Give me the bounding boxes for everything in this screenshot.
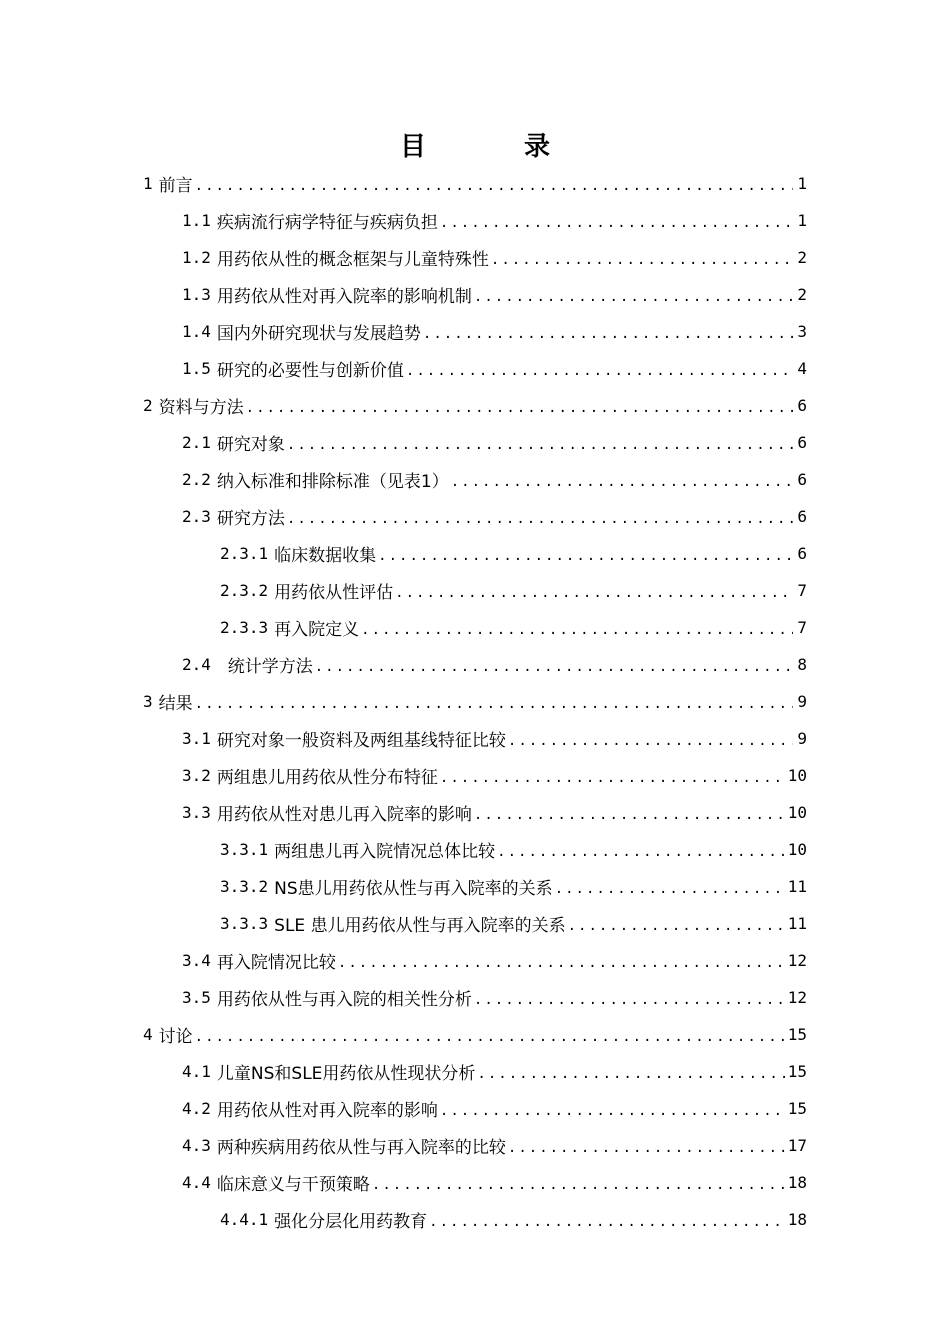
toc-entry-2[interactable] bbox=[0, 387, 950, 424]
toc-page-number: 6 bbox=[797, 433, 807, 452]
toc-entry-3-3-1[interactable] bbox=[0, 831, 950, 868]
toc-entry-4-3[interactable] bbox=[0, 1127, 950, 1164]
toc-entry-number: 4.4 bbox=[182, 1173, 211, 1192]
dot-leader bbox=[315, 655, 793, 675]
toc-entry-text: 两组患儿用药依从性分布特征 bbox=[216, 768, 438, 788]
toc-entry-number: 2.3.1 bbox=[220, 544, 269, 563]
dot-leader bbox=[372, 1173, 786, 1193]
toc-entry-number: 3.3.2 bbox=[220, 877, 269, 896]
toc-entry-1-3[interactable] bbox=[0, 276, 950, 313]
toc-entry-1-1[interactable] bbox=[0, 202, 950, 239]
toc-entry-4[interactable] bbox=[0, 1016, 950, 1053]
toc-page-number: 3 bbox=[797, 322, 807, 341]
toc-entry-2-1[interactable] bbox=[0, 424, 950, 461]
toc-entry-3[interactable] bbox=[0, 683, 950, 720]
toc-entry-number: 3.4 bbox=[182, 951, 211, 970]
toc-entry-text: 研究的必要性与创新价值 bbox=[216, 361, 404, 381]
toc-entry-text: 临床意义与干预策略 bbox=[216, 1175, 370, 1195]
toc-entry-number: 1.4 bbox=[182, 322, 211, 341]
dot-leader bbox=[338, 951, 786, 971]
toc-entry-text: 用药依从性对再入院率的影响机制 bbox=[216, 287, 472, 307]
toc-entry-text: 讨论 bbox=[158, 1027, 193, 1047]
toc-page-number: 1 bbox=[797, 174, 807, 193]
toc-entry-4-2[interactable] bbox=[0, 1090, 950, 1127]
dot-leader bbox=[395, 581, 793, 601]
toc-page-number: 15 bbox=[787, 1062, 807, 1081]
toc-entry-2-3[interactable] bbox=[0, 498, 950, 535]
toc-entry-number: 4.3 bbox=[182, 1136, 211, 1155]
toc-entry-number: 2.3.2 bbox=[220, 581, 269, 600]
toc-entry-text: 用药依从性对再入院率的影响 bbox=[216, 1101, 438, 1121]
toc-entry-2-4[interactable] bbox=[0, 646, 950, 683]
toc-entry-number: 2 bbox=[143, 396, 153, 415]
toc-entry-text: 用药依从性的概念框架与儿童特殊性 bbox=[216, 250, 489, 270]
toc-entry-text: 临床数据收集 bbox=[274, 546, 377, 566]
dot-leader bbox=[287, 433, 793, 453]
toc-page-number: 17 bbox=[787, 1136, 807, 1155]
toc-page-number: 10 bbox=[787, 766, 807, 785]
toc-page-number: 6 bbox=[797, 470, 807, 489]
toc-entry-3-3-2[interactable] bbox=[0, 868, 950, 905]
toc-entry-2-3-1[interactable] bbox=[0, 535, 950, 572]
toc-entry-text: 统计学方法 bbox=[216, 657, 313, 677]
toc-entry-3-1[interactable] bbox=[0, 720, 950, 757]
toc-entry-text: 疾病流行病学特征与疾病负担 bbox=[216, 213, 438, 233]
dot-leader bbox=[477, 1062, 785, 1082]
toc-entry-1-4[interactable] bbox=[0, 313, 950, 350]
toc-entry-text: 再入院定义 bbox=[274, 620, 360, 640]
toc-page-number: 18 bbox=[787, 1173, 807, 1192]
toc-entry-text: 结果 bbox=[158, 694, 193, 714]
toc-entry-number: 4.1 bbox=[182, 1062, 211, 1081]
toc-page-number: 7 bbox=[797, 618, 807, 637]
toc-page-number: 4 bbox=[797, 359, 807, 378]
toc-page-number: 12 bbox=[787, 988, 807, 1007]
toc-entry-3-2[interactable] bbox=[0, 757, 950, 794]
toc-entry-number: 2.3 bbox=[182, 507, 211, 526]
dot-leader bbox=[361, 618, 793, 638]
dot-leader bbox=[378, 544, 793, 564]
toc-entry-number: 4.2 bbox=[182, 1099, 211, 1118]
toc-entry-number: 1.3 bbox=[182, 285, 211, 304]
toc-page-number: 1 bbox=[797, 211, 807, 230]
toc-entry-1[interactable] bbox=[0, 165, 950, 202]
dot-leader bbox=[440, 1099, 786, 1119]
toc-page-number: 2 bbox=[797, 248, 807, 267]
toc-page-number: 10 bbox=[787, 840, 807, 859]
table-of-contents bbox=[0, 165, 950, 1238]
toc-entry-text: 儿童NS和SLE用药依从性现状分析 bbox=[216, 1064, 476, 1084]
dot-leader bbox=[429, 1210, 786, 1230]
toc-entry-text: 纳入标准和排除标准（见表1） bbox=[216, 472, 449, 492]
toc-page-number: 11 bbox=[787, 914, 807, 933]
dot-leader bbox=[508, 1136, 786, 1156]
toc-entry-3-4[interactable] bbox=[0, 942, 950, 979]
toc-entry-text: 资料与方法 bbox=[158, 398, 244, 418]
dot-leader bbox=[440, 766, 786, 786]
toc-entry-text: 两组患儿再入院情况总体比较 bbox=[274, 842, 496, 862]
dot-leader bbox=[423, 322, 793, 342]
toc-entry-number: 3 bbox=[143, 692, 153, 711]
dot-leader bbox=[406, 359, 793, 379]
toc-entry-2-2[interactable] bbox=[0, 461, 950, 498]
toc-entry-1-5[interactable] bbox=[0, 350, 950, 387]
toc-page-number: 12 bbox=[787, 951, 807, 970]
toc-entry-2-3-3[interactable] bbox=[0, 609, 950, 646]
toc-entry-text: 强化分层化用药教育 bbox=[274, 1212, 428, 1232]
dot-leader bbox=[195, 1025, 786, 1045]
dot-leader bbox=[246, 396, 793, 416]
toc-entry-3-5[interactable] bbox=[0, 979, 950, 1016]
toc-entry-text: 用药依从性与再入院的相关性分析 bbox=[216, 990, 472, 1010]
toc-entry-text: NS患儿用药依从性与再入院率的关系 bbox=[274, 879, 553, 899]
toc-entry-number: 3.3 bbox=[182, 803, 211, 822]
toc-entry-number: 3.2 bbox=[182, 766, 211, 785]
dot-leader bbox=[451, 470, 793, 490]
toc-entry-number: 1.2 bbox=[182, 248, 211, 267]
toc-entry-3-3-3[interactable] bbox=[0, 905, 950, 942]
dot-leader bbox=[555, 877, 786, 897]
toc-entry-text: 研究方法 bbox=[216, 509, 285, 529]
dot-leader bbox=[508, 729, 793, 749]
dot-leader bbox=[195, 174, 793, 194]
toc-entry-number: 1 bbox=[143, 174, 153, 193]
toc-entry-number: 3.3.1 bbox=[220, 840, 269, 859]
toc-entry-number: 2.4 bbox=[182, 655, 211, 674]
toc-entry-number: 4 bbox=[143, 1025, 153, 1044]
toc-entry-text: 前言 bbox=[158, 176, 193, 196]
dot-leader bbox=[474, 803, 786, 823]
toc-entry-number: 3.3.3 bbox=[220, 914, 269, 933]
toc-entry-text: 研究对象 bbox=[216, 435, 285, 455]
toc-entry-1-2[interactable] bbox=[0, 239, 950, 276]
toc-page-number: 9 bbox=[797, 692, 807, 711]
toc-entry-text: 用药依从性对患儿再入院率的影响 bbox=[216, 805, 472, 825]
toc-entry-4-4-1[interactable] bbox=[0, 1201, 950, 1238]
toc-entry-3-3[interactable] bbox=[0, 794, 950, 831]
toc-page-number: 15 bbox=[787, 1025, 807, 1044]
toc-entry-number: 1.5 bbox=[182, 359, 211, 378]
dot-leader bbox=[568, 914, 786, 934]
toc-entry-text: 研究对象一般资料及两组基线特征比较 bbox=[216, 731, 506, 751]
toc-entry-text: SLE 患儿用药依从性与再入院率的关系 bbox=[274, 916, 566, 936]
toc-page-number: 15 bbox=[787, 1099, 807, 1118]
toc-entry-text: 再入院情况比较 bbox=[216, 953, 336, 973]
toc-entry-number: 3.1 bbox=[182, 729, 211, 748]
dot-leader bbox=[440, 211, 793, 231]
toc-page-number: 11 bbox=[787, 877, 807, 896]
toc-page-number: 7 bbox=[797, 581, 807, 600]
toc-entry-2-3-2[interactable] bbox=[0, 572, 950, 609]
toc-entry-number: 2.2 bbox=[182, 470, 211, 489]
toc-entry-text: 国内外研究现状与发展趋势 bbox=[216, 324, 421, 344]
toc-page-number: 2 bbox=[797, 285, 807, 304]
toc-entry-text: 用药依从性评估 bbox=[274, 583, 394, 603]
toc-page-number: 18 bbox=[787, 1210, 807, 1229]
toc-page-number: 9 bbox=[797, 729, 807, 748]
toc-entry-number: 2.1 bbox=[182, 433, 211, 452]
toc-page-number: 10 bbox=[787, 803, 807, 822]
toc-page-number: 8 bbox=[797, 655, 807, 674]
toc-entry-number: 3.5 bbox=[182, 988, 211, 1007]
toc-entry-number: 4.4.1 bbox=[220, 1210, 269, 1229]
toc-page-number: 6 bbox=[797, 507, 807, 526]
toc-page-number: 6 bbox=[797, 544, 807, 563]
dot-leader bbox=[491, 248, 793, 268]
toc-entry-number: 1.1 bbox=[182, 211, 211, 230]
dot-leader bbox=[497, 840, 786, 860]
toc-entry-4-1[interactable] bbox=[0, 1053, 950, 1090]
dot-leader bbox=[287, 507, 793, 527]
toc-entry-number: 2.3.3 bbox=[220, 618, 269, 637]
toc-entry-4-4[interactable] bbox=[0, 1164, 950, 1201]
toc-entry-text: 两种疾病用药依从性与再入院率的比较 bbox=[216, 1138, 506, 1158]
dot-leader bbox=[474, 988, 786, 1008]
toc-title: 目 录 bbox=[399, 132, 586, 162]
toc-page-number: 6 bbox=[797, 396, 807, 415]
dot-leader bbox=[474, 285, 793, 305]
dot-leader bbox=[195, 692, 793, 712]
